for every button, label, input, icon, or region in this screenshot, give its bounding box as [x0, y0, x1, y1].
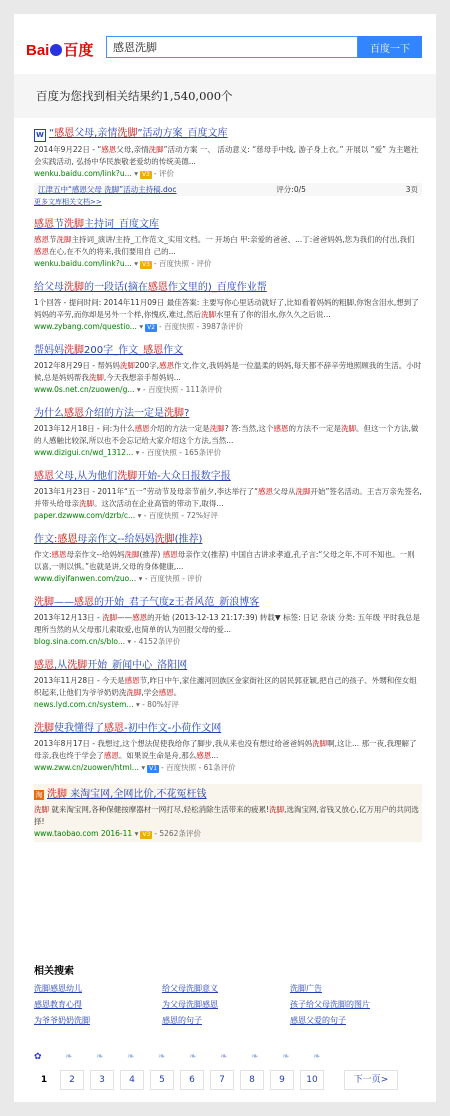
result-meta: [34, 510, 422, 522]
result-title[interactable]: 帮妈妈洗脚200字_作文_感恩作文: [34, 345, 184, 356]
related-search-link[interactable]: 洗脚感恩幼儿: [34, 984, 82, 993]
pagination: [34, 1070, 398, 1090]
result-meta-links[interactable]: - 80%好评: [142, 700, 179, 709]
pager-paw-icons: [34, 1052, 325, 1062]
result-item: [34, 721, 422, 774]
result-abstract: 2013年8月17日 - 我想过,这个想法促使我给你了脚步,我从来也没有想过给爸爸妈妈洗脚啊,这让... 那一夜,我理解了母亲,我也终于学会了感恩。如果说生命是舟,那么感恩...: [34, 739, 417, 760]
paw-icon: ✿: [34, 1052, 42, 1062]
search-input[interactable]: [106, 36, 358, 58]
v3-badge-icon: V3: [141, 171, 150, 178]
wenku-subresult-rating: 评分:0/5: [276, 185, 306, 194]
logo-text-right: 百度: [63, 42, 94, 59]
chevron-down-icon[interactable]: ▾: [135, 448, 140, 457]
next-page-button[interactable]: 下一页>: [344, 1070, 398, 1090]
result-abstract: 2013年12月13日 - 洗脚——感恩的开始 (2013-12-13 21:17:39) 转载▼ 标签: 日记 杂谈 分类: 五年级 平时我总是理所当然的从父母那儿索取爱,也简单的认为回报父母的爱...: [34, 613, 421, 634]
page-link[interactable]: 7: [210, 1070, 234, 1090]
result-url[interactable]: www.zww.cn/zuowen/html...: [34, 763, 139, 772]
result-url[interactable]: www.0s.net.cn/zuowen/g...: [34, 385, 135, 394]
search-button[interactable]: 百度一下: [358, 36, 422, 58]
result-meta: [34, 258, 422, 270]
related-search-link[interactable]: 感恩教育心得: [34, 1000, 82, 1009]
paw-icon: ❧: [220, 1052, 228, 1062]
result-meta: [34, 447, 422, 459]
chevron-down-icon[interactable]: ▾: [138, 574, 143, 583]
related-search-link[interactable]: 为父母洗脚感恩: [162, 1000, 218, 1009]
chevron-down-icon[interactable]: ▾: [134, 169, 138, 178]
page-link[interactable]: 4: [120, 1070, 144, 1090]
paw-icon: ❧: [189, 1052, 197, 1062]
wenku-subresults: [34, 183, 422, 207]
result-abstract: 作文:感恩母亲作文--给妈妈洗脚(推荐) 感恩母亲作文(推荐) 中国自古讲求孝道,孔子言:“父母之年,不可不知也。一则以喜,一则以惧。”也就是讲,父母的身体健康,...: [34, 550, 415, 571]
result-url[interactable]: blog.sina.com.cn/s/blo...: [34, 637, 125, 646]
result-meta-links[interactable]: - 百度快照 - 61条评价: [161, 763, 236, 772]
paw-icon: ❧: [127, 1052, 135, 1062]
related-searches-grid: [34, 983, 422, 1027]
paw-icon: ❧: [251, 1052, 259, 1062]
results-list: [34, 126, 422, 852]
result-meta-links[interactable]: - 4152条评价: [133, 637, 181, 646]
related-search-link[interactable]: 给父母洗脚意义: [162, 984, 218, 993]
paw-icon: ❧: [282, 1052, 290, 1062]
chevron-down-icon[interactable]: ▾: [136, 385, 141, 394]
result-title[interactable]: 为什么感恩介绍的方法一定是洗脚?: [34, 408, 190, 419]
result-abstract: 2014年9月22日 - “感恩父母,亲情洗脚”活动方案 一、 活动意义: “慈母手中线, 游子身上衣。” 开展以 “爱” 为主题社会实践活动, 弘扬中华民族敬老爱幼的传统美德...: [34, 145, 419, 166]
result-url[interactable]: wenku.baidu.com/link?u...: [34, 169, 132, 178]
result-abstract: 2013年1月23日 - 2011年“五一”劳动节及母亲节前夕,李达举行了“感恩父母从洗脚开始”签名活动。王吉万亲先签名,并带头给母亲洗脚。这次活动在企业高管的带动下,取得...: [34, 487, 422, 508]
result-item: [34, 469, 422, 522]
page-link[interactable]: 9: [270, 1070, 294, 1090]
chevron-down-icon[interactable]: ▾: [134, 259, 138, 268]
result-meta: [34, 321, 422, 333]
result-url[interactable]: www.taobao.com: [34, 829, 99, 838]
page-link[interactable]: 3: [90, 1070, 114, 1090]
ad-result-item: [34, 784, 422, 842]
related-search-link[interactable]: 感恩的句子: [162, 1016, 202, 1025]
result-item: [34, 595, 422, 648]
result-abstract: 2013年11月28日 - 今天是感恩节,昨日中午,家住瀍河回族区金家街社区的居民郭亚颖,把自己的孩子、外甥和侄女组织起来,让他们为爷爷奶奶洗洗脚,学会感恩。: [34, 676, 417, 697]
result-url[interactable]: wenku.baidu.com/link?u...: [34, 259, 132, 268]
wenku-subresult-pages: 3页: [405, 185, 418, 194]
v1-badge-icon: V1: [149, 765, 158, 772]
result-meta: [34, 828, 422, 840]
result-meta: [34, 384, 422, 396]
word-doc-icon: W: [34, 129, 46, 142]
page-link[interactable]: 5: [150, 1070, 174, 1090]
result-item: [34, 126, 422, 207]
result-meta: [34, 699, 422, 711]
result-item: [34, 658, 422, 711]
page-link[interactable]: 10: [300, 1070, 324, 1090]
baidu-logo[interactable]: [26, 39, 93, 60]
result-meta-links[interactable]: - 5262条评价: [154, 829, 201, 838]
result-title[interactable]: 作文:感恩母亲作文--给妈妈洗脚(推荐): [34, 534, 203, 545]
result-title[interactable]: [34, 787, 422, 802]
result-meta-links[interactable]: - 百度快照 - 165条评价: [141, 448, 222, 457]
chevron-down-icon[interactable]: ▾: [137, 511, 142, 520]
result-date: 2016-11: [100, 829, 133, 838]
result-title[interactable]: 感恩父母,从为他们洗脚开始-大众日报数字报: [34, 471, 231, 482]
wenku-subresult-link[interactable]: 江津五中“感恩父母 洗脚”活动主持稿.doc: [38, 185, 177, 194]
result-meta: [34, 573, 422, 585]
result-item: [34, 532, 422, 585]
related-search-link[interactable]: 孩子给父母洗脚的图片: [290, 1000, 370, 1009]
related-search-link[interactable]: 洗脚广告: [290, 984, 322, 993]
header: [14, 14, 436, 74]
result-item: [34, 217, 422, 270]
related-search-link[interactable]: 为爷爷奶奶洗脚: [34, 1016, 90, 1025]
chevron-down-icon[interactable]: ▾: [139, 322, 144, 331]
result-meta-links[interactable]: - 百度快照 - 3987条评价: [159, 322, 244, 331]
taobao-icon: 淘: [35, 791, 43, 799]
chevron-down-icon[interactable]: ▾: [135, 700, 140, 709]
result-title-text: 洗脚 来淘宝网,全网比价,不花冤枉钱: [47, 789, 207, 800]
result-meta: [34, 762, 422, 774]
result-abstract: 1个回答 - 提问时间: 2014年11月09日 最佳答案: 主要写你心里话动就好了,比如看着妈妈的粗脚,你饱含泪水,想到了妈妈的辛劳,而你却是另外一个样,你愧疚,难过,然后洗脚水里有了你的泪水,你久久之后说...: [34, 298, 419, 319]
result-item: [34, 280, 422, 333]
result-url[interactable]: www.diyifanwen.com/zuo...: [34, 574, 137, 583]
v2-badge-icon: V2: [147, 324, 156, 331]
current-page: 1: [40, 1075, 48, 1085]
result-url[interactable]: paper.dzwww.com/dzrb/c...: [34, 511, 136, 520]
result-title[interactable]: [34, 126, 422, 142]
paw-icon: ❧: [158, 1052, 166, 1062]
result-url[interactable]: news.lyd.com.cn/system...: [34, 700, 134, 709]
result-url[interactable]: www.dizigui.cn/wd_1312...: [34, 448, 134, 457]
result-title[interactable]: 感恩节洗脚主持词_百度文库: [34, 219, 159, 230]
v3-badge-icon: V3: [141, 261, 150, 268]
page-link[interactable]: 2: [60, 1070, 84, 1090]
result-meta-links[interactable]: - 百度快照 - 评价: [144, 574, 203, 583]
result-abstract: 2013年12月18日 - 问:为什么感恩介绍的方法一定是洗脚? 答:当然,这个感恩的方法不一定是洗脚。但这一个方法,做的人感触比较深,所以也不会忘记给大家介绍这个方法,当然...: [34, 424, 419, 445]
wenku-more-link[interactable]: 更多文库相关文档>>: [34, 198, 102, 206]
page: [14, 14, 436, 1102]
result-title[interactable]: 给父母洗脚的一段话(摘在感恩作文里的)_百度作业帮: [34, 282, 267, 293]
result-meta-links[interactable]: - 百度快照 - 72%好评: [143, 511, 218, 520]
related-searches-title: 相关搜索: [34, 966, 74, 977]
result-meta-links[interactable]: - 评价: [153, 169, 174, 178]
result-meta: [34, 636, 422, 648]
related-searches: [34, 962, 422, 1027]
page-link[interactable]: 6: [180, 1070, 204, 1090]
result-title[interactable]: 洗脚使我懂得了感恩-初中作文-小荷作文网: [34, 723, 222, 734]
result-abstract: 2012年8月29日 - 帮妈妈洗脚200字,感恩作文,作文,我妈妈是一位温柔的妈妈,每天都不辞辛劳地照顾我的生活。小时候,总是妈妈帮我洗脚,今天我想亲手帮妈妈...: [34, 361, 422, 382]
paw-icon: ❧: [313, 1052, 321, 1062]
result-meta-links[interactable]: - 百度快照 - 评价: [153, 259, 212, 268]
result-title[interactable]: 感恩,从洗脚开始_新闻中心_洛阳网: [34, 660, 188, 671]
result-item: [34, 406, 422, 459]
chevron-down-icon[interactable]: ▾: [141, 763, 146, 772]
chevron-down-icon[interactable]: ▾: [127, 637, 132, 646]
result-count-bar: [14, 74, 436, 118]
wenku-subresult-row: [34, 183, 422, 196]
result-item: [34, 343, 422, 396]
paw-icon: ❧: [96, 1052, 104, 1062]
result-url[interactable]: www.zybang.com/questio...: [34, 322, 137, 331]
result-count: 百度为您找到相关结果约1,540,000个: [36, 89, 233, 103]
logo-text-left: Bai: [26, 42, 50, 59]
chevron-down-icon[interactable]: ▾: [134, 829, 139, 838]
paw-icon: ❧: [65, 1052, 73, 1062]
v3-badge-icon: V3: [142, 831, 151, 838]
result-meta: [34, 168, 422, 180]
result-abstract: 洗脚 就来淘宝网,各种保健按摩器材一网打尽,轻松消除生活带来的疲累!洗脚,选淘宝网,省钱又放心,亿万用户的共同选择!: [34, 805, 419, 826]
related-search-link[interactable]: 感恩父爱的句子: [290, 1016, 346, 1025]
result-meta-links[interactable]: - 百度快照 - 111条评价: [143, 385, 223, 394]
result-title[interactable]: 洗脚——感恩的开始_君子气度z王者风范_新浪博客: [34, 597, 260, 608]
result-title-text: “感恩父母,亲情洗脚”活动方案_百度文库: [49, 128, 228, 139]
paw-icon: [50, 44, 62, 56]
result-abstract: 感恩节洗脚主持词_演讲/主持_工作范文_实用文档。一 开场白 甲:亲爱的爸爸、...丁:爸爸妈妈,您为我们的付出,我们感恩在心,在不久的将来,我们要用自 己的...: [34, 235, 415, 256]
page-link[interactable]: 8: [240, 1070, 264, 1090]
